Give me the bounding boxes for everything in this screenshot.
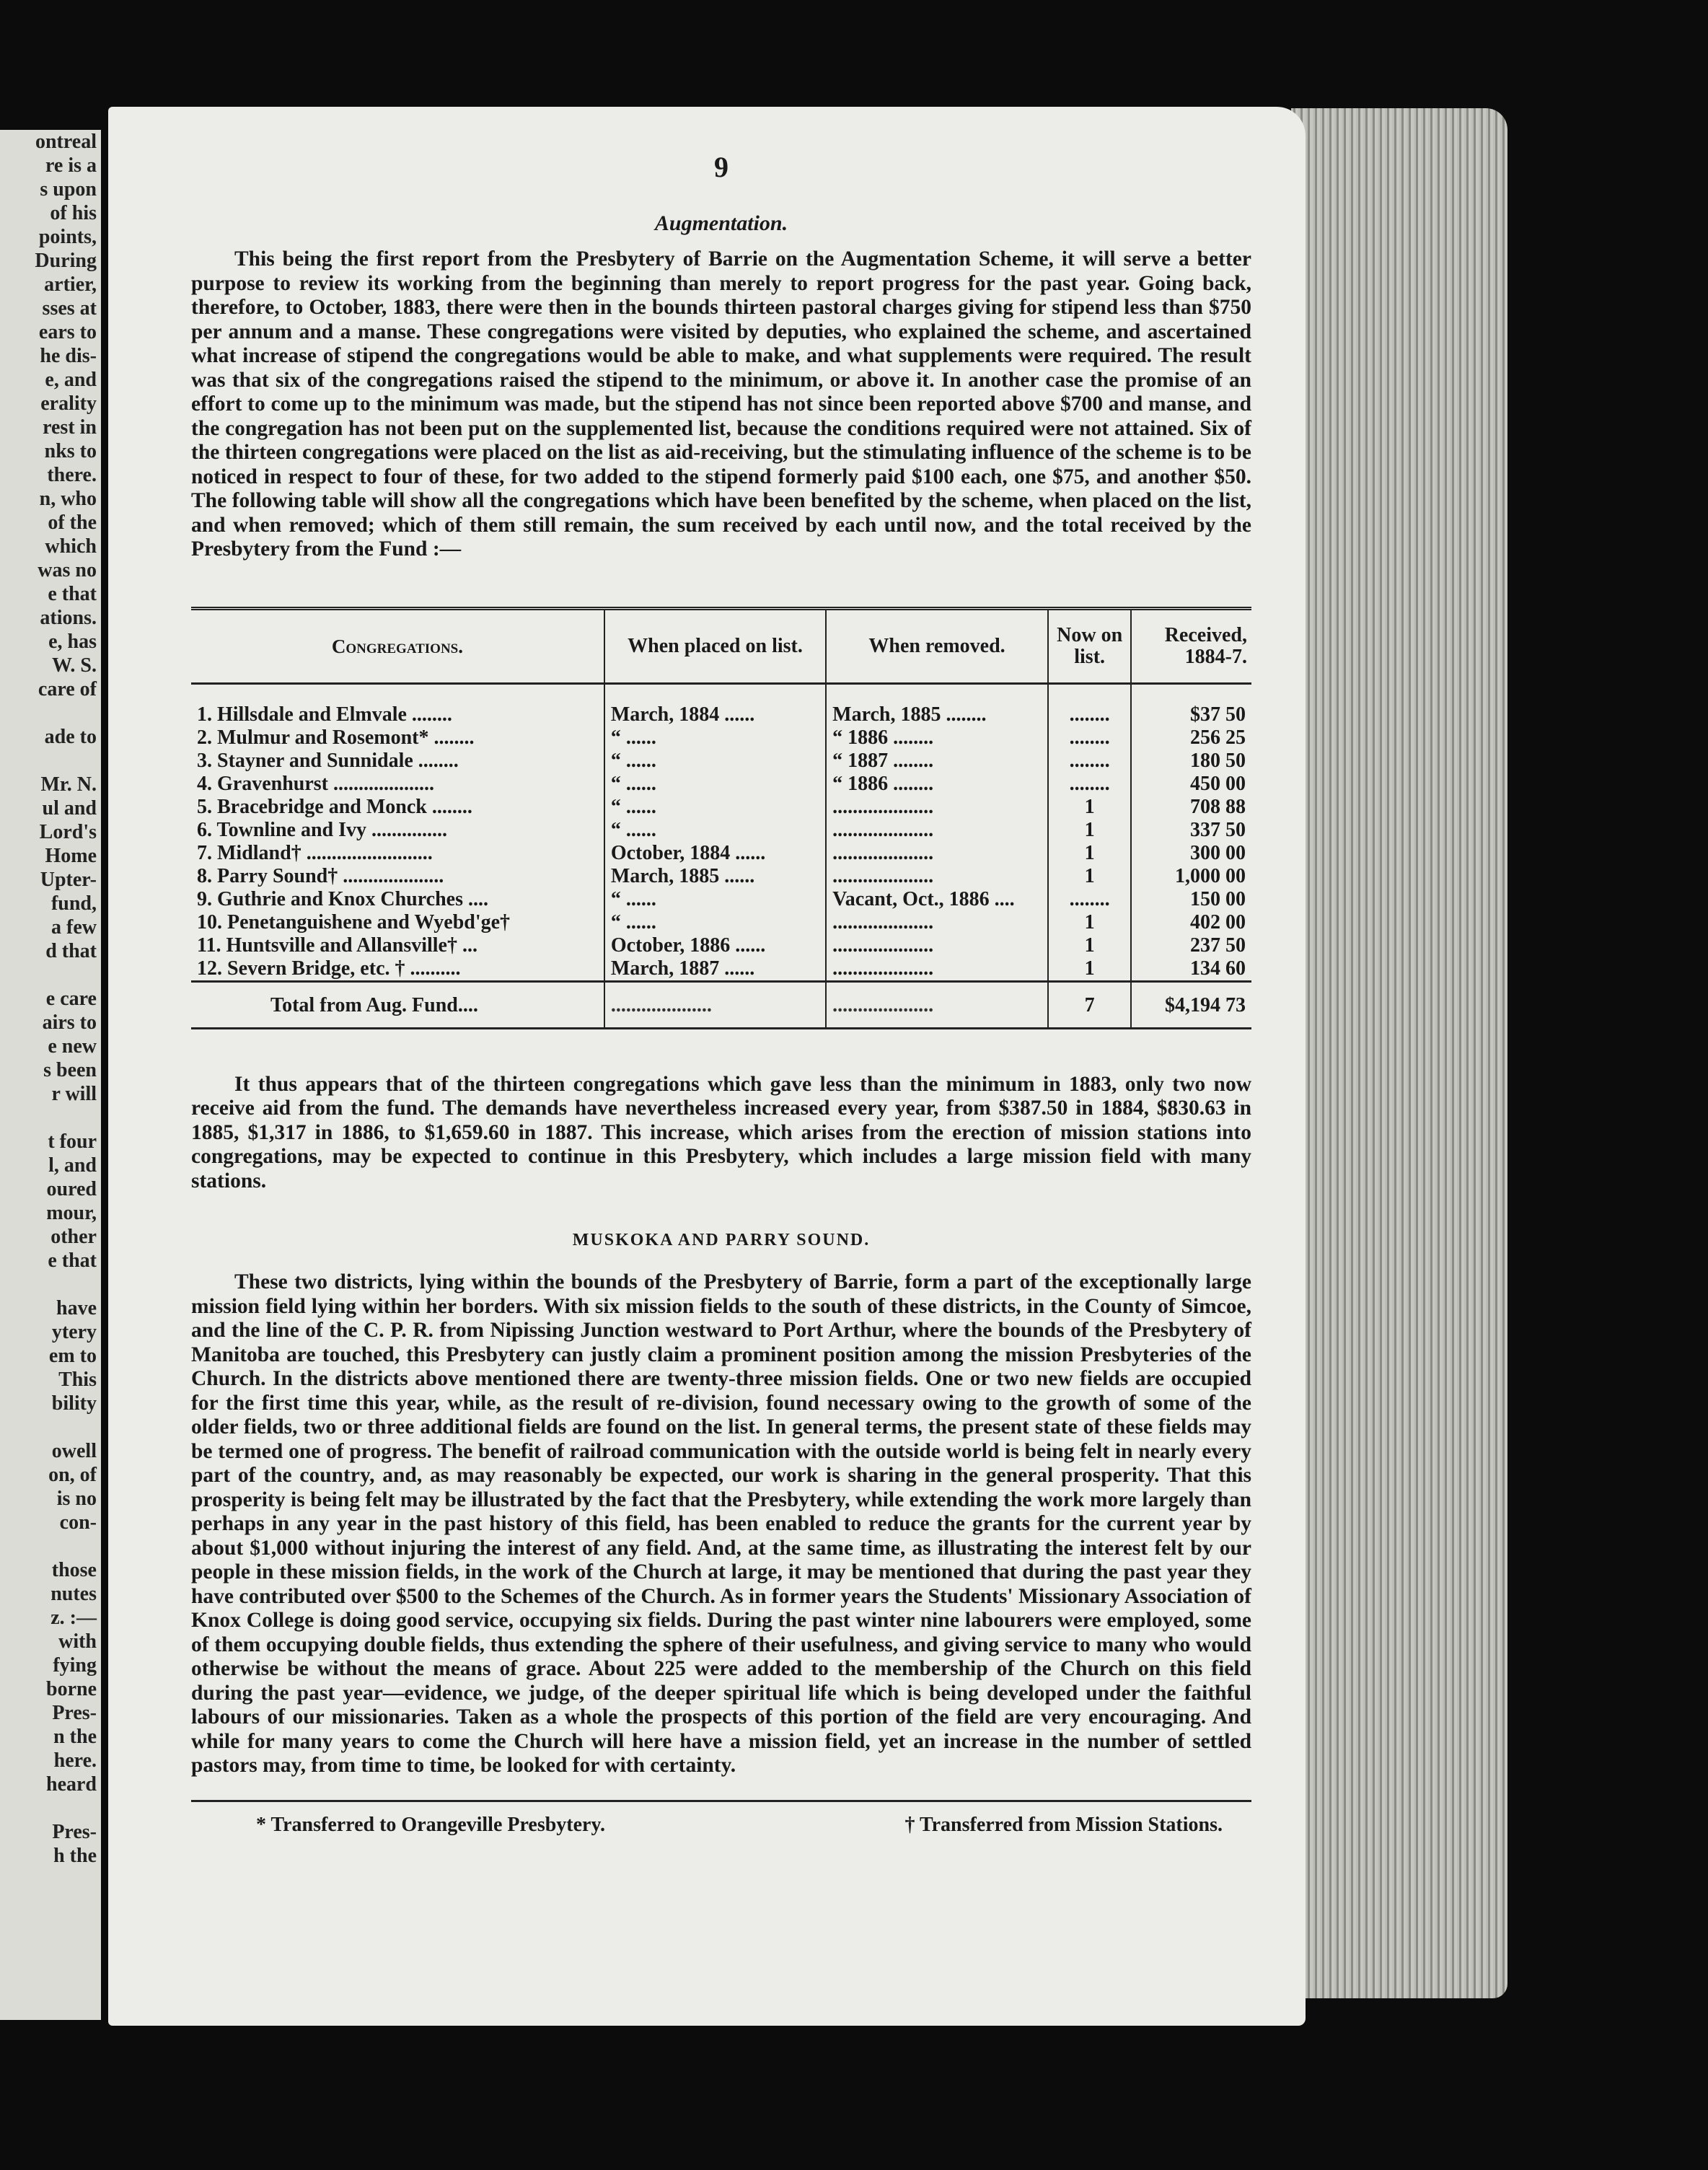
congregation-name: 8. Parry Sound† .................... bbox=[197, 864, 444, 887]
table-row bbox=[191, 796, 1251, 819]
received-amount: 1,000 00 bbox=[1131, 865, 1251, 888]
now-on-list: ........ bbox=[1048, 683, 1131, 726]
table-row bbox=[191, 888, 1251, 911]
left-page-fragment: z. :— bbox=[50, 1607, 97, 1629]
left-page-fragment: d that bbox=[45, 940, 97, 962]
now-on-list: 1 bbox=[1048, 842, 1131, 865]
when-placed: October, 1886 ...... bbox=[604, 934, 826, 957]
table-row bbox=[191, 819, 1251, 842]
left-page-fragment: of his bbox=[50, 202, 97, 224]
left-page-fragment: s been bbox=[43, 1059, 97, 1081]
left-page-fragment: oured bbox=[46, 1178, 97, 1200]
when-removed: “ 1887 ........ bbox=[826, 750, 1048, 773]
table-row bbox=[191, 865, 1251, 888]
now-on-list: ........ bbox=[1048, 726, 1131, 750]
left-page-fragment: there. bbox=[47, 464, 97, 486]
page-content bbox=[191, 150, 1251, 1837]
left-page-fragment: which bbox=[45, 535, 97, 558]
footnote-right: † Transferred from Mission Stations. bbox=[904, 1813, 1223, 1836]
left-page-fragment: re is a bbox=[45, 154, 97, 177]
received-amount: 134 60 bbox=[1131, 957, 1251, 982]
left-page-fragment: h the bbox=[53, 1845, 97, 1867]
left-page-fragment: is no bbox=[56, 1488, 97, 1510]
congregation-name: 12. Severn Bridge, etc. † .......... bbox=[197, 957, 461, 980]
when-removed: .................... bbox=[826, 796, 1048, 819]
left-page-fragment bbox=[0, 1534, 101, 1558]
footnotes bbox=[191, 1800, 1251, 1837]
left-page-fragment: ears to bbox=[38, 321, 97, 343]
left-page-fragment: those bbox=[51, 1559, 97, 1581]
left-page-fragment: ul and bbox=[42, 797, 97, 820]
intro-paragraph: This being the first report from the Presbytery of Barrie on the Augmentation Scheme, it will serve a better purpose to review its working from the beginning than merely to report progress for the past year. Going back, therefore, to October, 1883, there were then in the bounds thirteen pastoral charges giving for stipend less than $750 per annum and a manse. These congregations were visited by deputies, who explained the scheme, and ascertained what increase of stipend the congregations would be able to make, and what supplements were required. The result was that six of the congregations raised the stipend to the minimum, or above it. In another case the promise of an effort to come up to the minimum was made, but the stipend has not since been reported above $700 and manse, and the congregation has not been put on the supplemented list, because the conditions required were not attained. Six of the thirteen congregations were placed on the list as aid-receiving, but the stimulating influence of the scheme is to be noticed in respect to four of these, for two added to the stipend formerly paid $100 each, one $75, and another $50. The following table will show all the congregations which have been benefited by the scheme, when placed on the list, and when removed; which of them still remain, the sum received by each until now, and the total received by the Presbytery from the Fund :— bbox=[191, 247, 1251, 561]
when-placed: October, 1884 ...... bbox=[604, 842, 826, 865]
left-page-fragment: Upter- bbox=[40, 869, 97, 891]
table-body bbox=[191, 683, 1251, 981]
received-amount: 450 00 bbox=[1131, 773, 1251, 796]
table-row bbox=[191, 773, 1251, 796]
when-removed: .................... bbox=[826, 819, 1048, 842]
congregation-name: 6. Townline and Ivy ............... bbox=[197, 818, 447, 841]
left-page-fragment: ytery bbox=[51, 1321, 97, 1343]
left-page-fragment bbox=[0, 1106, 101, 1130]
left-page-fragment: nks to bbox=[44, 440, 97, 462]
left-page-fragments bbox=[0, 130, 101, 1868]
received-amount: 180 50 bbox=[1131, 750, 1251, 773]
congregation-name: 2. Mulmur and Rosemont* ........ bbox=[197, 726, 475, 749]
now-on-list: ........ bbox=[1048, 750, 1131, 773]
table-total-row bbox=[191, 981, 1251, 1027]
when-removed: Vacant, Oct., 1886 .... bbox=[826, 888, 1048, 911]
left-page-fragment: of the bbox=[48, 511, 97, 534]
left-page-fragment: sses at bbox=[42, 297, 97, 320]
when-placed: “ ...... bbox=[604, 773, 826, 796]
left-page-fragment: owell bbox=[51, 1440, 97, 1462]
when-placed: “ ...... bbox=[604, 888, 826, 911]
received-amount: 256 25 bbox=[1131, 726, 1251, 750]
left-page-fragment: here. bbox=[53, 1749, 97, 1772]
when-removed: .................... bbox=[826, 957, 1048, 982]
congregation-name: 11. Huntsville and Allansville† ... bbox=[197, 934, 477, 957]
left-page-fragment: s upon bbox=[40, 178, 97, 201]
header-when-placed: When placed on list. bbox=[604, 610, 826, 684]
table-row bbox=[191, 911, 1251, 934]
left-page-fragment bbox=[0, 1796, 101, 1820]
page-number: 9 bbox=[714, 151, 728, 183]
left-page-fragment: r will bbox=[51, 1083, 97, 1105]
when-removed: .................... bbox=[826, 934, 1048, 957]
received-amount: $37 50 bbox=[1131, 683, 1251, 726]
when-removed: “ 1886 ........ bbox=[826, 773, 1048, 796]
left-page-fragment: erality bbox=[40, 392, 97, 415]
when-removed: March, 1885 ........ bbox=[826, 683, 1048, 726]
when-removed: “ 1886 ........ bbox=[826, 726, 1048, 750]
when-placed: March, 1885 ...... bbox=[604, 865, 826, 888]
left-page-fragment: e, has bbox=[48, 631, 97, 653]
left-page-fragment: he dis- bbox=[40, 345, 97, 367]
left-page-fragment: Pres- bbox=[52, 1702, 97, 1724]
augmentation-table bbox=[191, 607, 1251, 1029]
left-page-fragment: Pres- bbox=[52, 1821, 97, 1843]
received-amount: 237 50 bbox=[1131, 934, 1251, 957]
left-page-fragment: W. S. bbox=[51, 654, 97, 677]
left-page-fragment: with bbox=[58, 1630, 97, 1653]
left-page-fragment: other bbox=[50, 1226, 97, 1248]
congregation-name: 1. Hillsdale and Elmvale ........ bbox=[197, 703, 452, 726]
when-placed: “ ...... bbox=[604, 819, 826, 842]
congregation-name: 5. Bracebridge and Monck ........ bbox=[197, 795, 472, 818]
left-page-fragment: e that bbox=[48, 1249, 97, 1272]
muskoka-paragraph: These two districts, lying within the bounds of the Presbytery of Barrie, form a part of the exceptionally large mission field lying within her borders. With six mission fields to the south of these districts, in the County of Simcoe, and the line of the C. P. R. from Nipissing Junction westward to Port Arthur, where the bounds of the Presbytery of Manitoba are touched, this Presbytery can justly claim a prominent position among the mission Presbyteries of the Church. In the districts above mentioned there are twenty-three mission fields. One or two new fields are occupied for the first time this year, while, as the result of re-division, found necessary owing to the growth of some of the older fields, two or three additional fields are found on the list. In general terms, the present state of these fields may be termed one of progress. The benefit of railroad communication with the outside world is being felt in nearly every part of the country, and, as may reasonably be expected, our work is sharing in the general prosperity. That this prosperity is being felt may be illustrated by the fact that the Presbytery, while extending the work more largely than perhaps in any year in the past history of this field, has been enabled to reduce the grants for the current year by about $1,000 without injuring the interest of any field. And, at the same time, as illustrating the interest felt by our people in these mission fields, in the work of the Church at large, it may be mentioned that during the past year they have contributed over $500 to the Schemes of the Church. As in former years the Students' Missionary Association of Knox College is doing good service, occupying six fields. During the past winter nine labourers were employed, some of them occupying double fields, thus extending the sphere of their usefulness, and giving service to many who would otherwise be without the means of grace. About 225 were added to the membership of the Church on this field during the past year—evidence, we judge, of the deeper spiritual life which is being developed under the faithful labours of our missionaries. Taken as a whole the prospects of this portion of the field are very encouraging. And while for many years to come the Church will here have a mission field, yet an increase in the number of settled pastors may, from time to time, be looked for with certainty. bbox=[191, 1270, 1251, 1777]
total-received: $4,194 73 bbox=[1131, 981, 1251, 1027]
header-now-on-list: Now on list. bbox=[1048, 610, 1131, 684]
now-on-list: 1 bbox=[1048, 865, 1131, 888]
when-placed: “ ...... bbox=[604, 726, 826, 750]
when-placed: “ ...... bbox=[604, 796, 826, 819]
footnote-left: * Transferred to Orangeville Presbytery. bbox=[256, 1813, 605, 1836]
left-page-fragment: a few bbox=[51, 916, 97, 939]
total-placed: .................... bbox=[604, 981, 826, 1027]
header-when-removed: When removed. bbox=[826, 610, 1048, 684]
left-page-fragment: n, who bbox=[39, 488, 97, 510]
left-page-fragment: airs to bbox=[42, 1011, 97, 1034]
congregation-name: 10. Penetanguishene and Wyebd'ge† bbox=[197, 910, 511, 934]
congregation-name: 7. Midland† ......................... bbox=[197, 841, 433, 864]
received-amount: 402 00 bbox=[1131, 911, 1251, 934]
now-on-list: 1 bbox=[1048, 796, 1131, 819]
left-page-fragment: fund, bbox=[50, 892, 97, 915]
left-page-fragment: em to bbox=[48, 1345, 97, 1367]
left-page-fragment: e that bbox=[48, 583, 97, 605]
left-page-fragment: have bbox=[56, 1297, 97, 1319]
left-page-fragment: was no bbox=[38, 559, 97, 581]
received-amount: 300 00 bbox=[1131, 842, 1251, 865]
left-page-fragment: This bbox=[58, 1369, 97, 1391]
when-placed: March, 1887 ...... bbox=[604, 957, 826, 982]
left-page-fragment: e new bbox=[48, 1035, 97, 1058]
total-label: Total from Aug. Fund.... bbox=[191, 981, 604, 1027]
left-page-fragment bbox=[0, 963, 101, 987]
left-page-fragment: ade to bbox=[44, 726, 97, 748]
now-on-list: ........ bbox=[1048, 888, 1131, 911]
left-page-fragment: Home bbox=[45, 845, 97, 867]
received-amount: 337 50 bbox=[1131, 819, 1251, 842]
left-page-fragment bbox=[0, 1273, 101, 1296]
when-placed: “ ...... bbox=[604, 911, 826, 934]
when-removed: .................... bbox=[826, 865, 1048, 888]
left-page-fragment: t four bbox=[48, 1130, 97, 1153]
left-page-fragment: ations. bbox=[40, 607, 97, 629]
left-page-fragment: on, of bbox=[48, 1464, 97, 1486]
left-page-fragment: care of bbox=[38, 678, 97, 700]
table-row bbox=[191, 842, 1251, 865]
section-title: Augmentation. bbox=[654, 211, 788, 235]
left-page-fragment: nutes bbox=[50, 1583, 97, 1605]
now-on-list: ........ bbox=[1048, 773, 1131, 796]
summary-paragraph: It thus appears that of the thirteen congregations which gave less than the minimum in 1883, only two now receive aid from the fund. The demands have nevertheless increased every year, from $387.50 in 1884, $830.63 in 1885, $1,317 in 1886, to $1,659.60 in 1887. This increase, which arises from the erection of mission stations into congregations, may be expected to continue in this Presbytery, which includes a large mission field with many stations. bbox=[191, 1072, 1251, 1192]
left-page-fragment bbox=[0, 1415, 101, 1439]
left-page-fragment: artier, bbox=[44, 273, 97, 296]
left-page-fragment: heard bbox=[46, 1773, 97, 1796]
congregation-name: 4. Gravenhurst .................... bbox=[197, 772, 434, 795]
when-removed: .................... bbox=[826, 911, 1048, 934]
left-page-fragment: fying bbox=[53, 1654, 97, 1677]
left-page-fragment: e, and bbox=[45, 369, 97, 391]
congregation-name: 9. Guthrie and Knox Churches .... bbox=[197, 887, 488, 910]
total-now-on-list: 7 bbox=[1048, 981, 1131, 1027]
left-page-fragment: n the bbox=[53, 1726, 97, 1748]
table-row bbox=[191, 957, 1251, 982]
left-page-fragment: Lord's bbox=[39, 821, 97, 843]
now-on-list: 1 bbox=[1048, 819, 1131, 842]
left-page-fragment: Mr. N. bbox=[40, 773, 97, 796]
received-amount: 150 00 bbox=[1131, 888, 1251, 911]
when-placed: March, 1884 ...... bbox=[604, 683, 826, 726]
adjacent-left-page bbox=[0, 130, 101, 2020]
now-on-list: 1 bbox=[1048, 911, 1131, 934]
left-page-fragment: ontreal bbox=[35, 131, 97, 153]
subheading: MUSKOKA AND PARRY SOUND. bbox=[572, 1231, 871, 1249]
book-page-edges bbox=[1291, 108, 1507, 1998]
table-row bbox=[191, 934, 1251, 957]
when-removed: .................... bbox=[826, 842, 1048, 865]
left-page-fragment: l, and bbox=[48, 1154, 97, 1177]
header-received: Received, 1884-7. bbox=[1131, 610, 1251, 684]
left-page-fragment: rest in bbox=[43, 416, 97, 439]
table-row bbox=[191, 750, 1251, 773]
header-congregations: Congregations. bbox=[191, 610, 604, 684]
left-page-fragment: During bbox=[35, 250, 97, 272]
when-placed: “ ...... bbox=[604, 750, 826, 773]
table-row bbox=[191, 726, 1251, 750]
left-page-fragment: mour, bbox=[46, 1202, 97, 1224]
left-page-fragment: points, bbox=[38, 226, 97, 248]
total-removed: .................... bbox=[826, 981, 1048, 1027]
received-amount: 708 88 bbox=[1131, 796, 1251, 819]
left-page-fragment bbox=[0, 749, 101, 773]
left-page-fragment bbox=[0, 701, 101, 725]
now-on-list: 1 bbox=[1048, 934, 1131, 957]
left-page-fragment: bility bbox=[51, 1392, 97, 1415]
table-row bbox=[191, 683, 1251, 726]
left-page-fragment: e care bbox=[45, 988, 97, 1010]
now-on-list: 1 bbox=[1048, 957, 1131, 982]
left-page-fragment: borne bbox=[46, 1678, 97, 1700]
congregation-name: 3. Stayner and Sunnidale ........ bbox=[197, 749, 459, 772]
book-page bbox=[108, 107, 1306, 2026]
left-page-fragment: con- bbox=[59, 1511, 97, 1534]
